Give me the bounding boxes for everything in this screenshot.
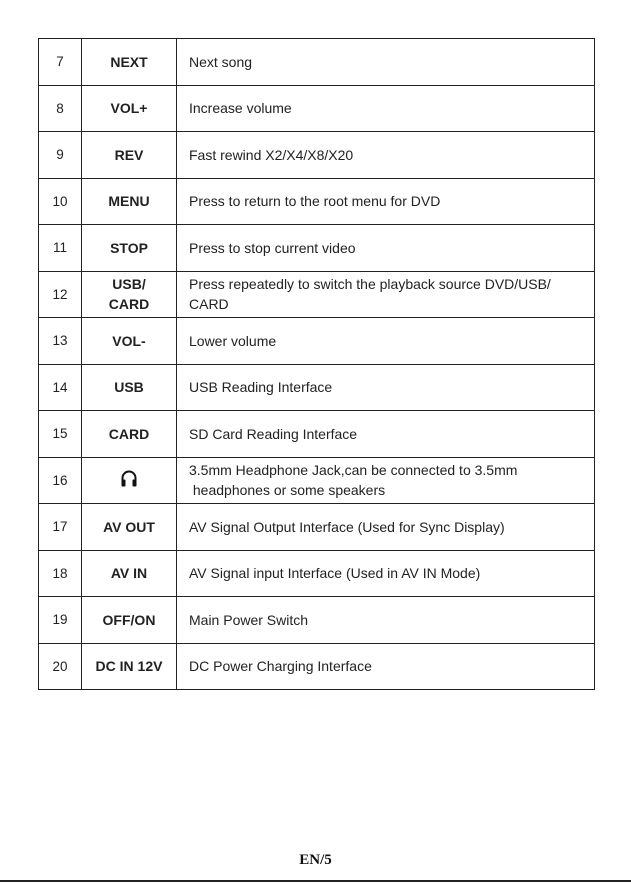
control-name	[82, 504, 177, 551]
control-description	[177, 132, 595, 179]
table-row	[39, 318, 595, 365]
control-name-line: AV OUT	[103, 518, 155, 535]
control-name-line: VOL+	[110, 100, 148, 117]
description-line: CARD	[189, 296, 229, 313]
control-description	[177, 271, 595, 318]
control-description	[177, 457, 595, 504]
row-number: 10	[39, 178, 82, 225]
control-name	[82, 271, 177, 318]
control-name-line: CARD	[108, 296, 150, 313]
control-name	[82, 457, 177, 504]
row-number: 7	[39, 39, 82, 86]
control-name-line: OFF/ON	[102, 611, 156, 628]
control-name	[82, 178, 177, 225]
footer-divider	[0, 880, 631, 882]
row-number: 14	[39, 364, 82, 411]
row-number: 15	[39, 411, 82, 458]
control-name-line: DC IN 12V	[95, 658, 163, 675]
control-name-line: VOL-	[112, 332, 146, 349]
control-description	[177, 178, 595, 225]
table-row	[39, 643, 595, 690]
table-row	[39, 504, 595, 551]
table-row	[39, 39, 595, 86]
control-name	[82, 39, 177, 86]
description-line: Increase volume	[189, 100, 292, 117]
headphone-icon	[119, 468, 139, 493]
control-description	[177, 411, 595, 458]
table-row	[39, 85, 595, 132]
row-number: 19	[39, 597, 82, 644]
control-description	[177, 643, 595, 690]
description-line: Fast rewind X2/X4/X8/X20	[189, 146, 354, 163]
table-row	[39, 364, 595, 411]
row-number: 8	[39, 85, 82, 132]
description-line: Press to return to the root menu for DVD	[189, 193, 441, 210]
table-row	[39, 597, 595, 644]
control-name	[82, 85, 177, 132]
control-name-line: USB/	[112, 276, 146, 293]
description-line: headphones or some speakers	[189, 482, 386, 499]
row-number: 20	[39, 643, 82, 690]
control-name-line: CARD	[108, 425, 150, 442]
button-function-table	[38, 38, 595, 690]
description-line: AV Signal input Interface (Used in AV IN Mode)	[189, 565, 481, 582]
control-description	[177, 597, 595, 644]
page-number: EN/5	[299, 852, 332, 868]
description-line: Next song	[189, 53, 253, 70]
control-description	[177, 225, 595, 272]
control-name	[82, 225, 177, 272]
control-name	[82, 597, 177, 644]
control-name	[82, 411, 177, 458]
row-number: 18	[39, 550, 82, 597]
description-line: Main Power Switch	[189, 611, 309, 628]
control-description	[177, 39, 595, 86]
control-name	[82, 318, 177, 365]
row-number: 13	[39, 318, 82, 365]
control-description	[177, 504, 595, 551]
description-line: USB Reading Interface	[189, 379, 333, 396]
control-name-line: AV IN	[110, 565, 148, 582]
description-line: DC Power Charging Interface	[189, 658, 372, 675]
control-name-line: MENU	[108, 193, 150, 210]
table-body	[39, 39, 595, 690]
table-row	[39, 178, 595, 225]
description-line: Press repeatedly to switch the playback source DVD/USB/	[189, 276, 551, 293]
control-name	[82, 643, 177, 690]
control-name	[82, 364, 177, 411]
control-description	[177, 550, 595, 597]
row-number: 9	[39, 132, 82, 179]
row-number: 17	[39, 504, 82, 551]
row-number: 16	[39, 457, 82, 504]
table-row	[39, 550, 595, 597]
control-name-line: NEXT	[110, 53, 148, 70]
control-description	[177, 85, 595, 132]
control-name	[82, 132, 177, 179]
table-row	[39, 132, 595, 179]
table-row	[39, 411, 595, 458]
description-line: SD Card Reading Interface	[189, 425, 358, 442]
control-description	[177, 364, 595, 411]
control-description	[177, 318, 595, 365]
control-name-line: REV	[114, 146, 144, 163]
table-row	[39, 271, 595, 318]
table-row	[39, 225, 595, 272]
description-line: Press to stop current video	[189, 239, 356, 256]
control-name-line: USB	[114, 379, 144, 396]
control-name	[82, 550, 177, 597]
row-number: 11	[39, 225, 82, 272]
description-line: Lower volume	[189, 332, 277, 349]
description-line: 3.5mm Headphone Jack,can be connected to 3.5mm	[189, 462, 518, 479]
control-name-line: STOP	[110, 239, 148, 256]
description-line: AV Signal Output Interface (Used for Sync Display)	[189, 518, 505, 535]
table-row	[39, 457, 595, 504]
row-number: 12	[39, 271, 82, 318]
